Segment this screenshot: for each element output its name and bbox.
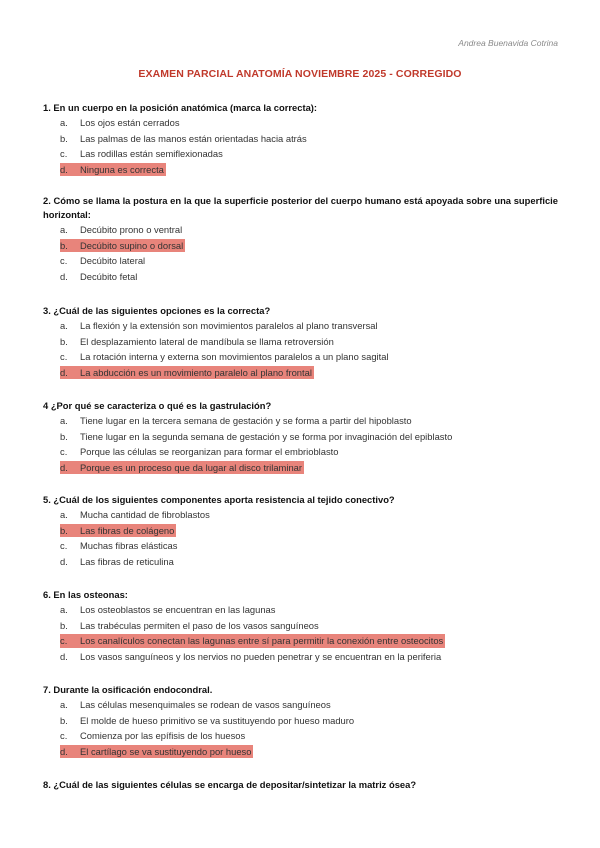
question-text: 4 ¿Por qué se caracteriza o qué es la gastrulación?	[43, 400, 272, 411]
question-8	[43, 778, 558, 792]
option-text: Decúbito fetal	[80, 270, 138, 282]
option-text: Los osteoblastos se encuentran en las lagunas	[80, 604, 276, 615]
option-correct	[60, 238, 558, 254]
option-text: Las fibras de colágeno	[80, 524, 175, 536]
option-letter: b.	[60, 335, 68, 347]
option	[60, 554, 558, 570]
option	[60, 269, 558, 285]
option	[60, 253, 558, 269]
option-letter: b.	[60, 239, 68, 251]
option-letter: d.	[60, 461, 68, 473]
option-text: Muchas fibras elásticas	[80, 540, 178, 552]
option	[60, 618, 558, 634]
question-text: 2. Cómo se llama la postura en la que la superficie posterior del cuerpo humano está apoyada sobre una superficie horizontal:	[43, 195, 558, 220]
option-text: Los vasos sanguíneos y los nervios no pueden penetrar y se encuentran en la periferia	[80, 650, 442, 662]
option	[60, 602, 558, 618]
option-letter: b.	[60, 714, 68, 726]
option-letter: c.	[60, 635, 68, 647]
option	[60, 318, 558, 334]
option-text: Tiene lugar en la segunda semana de gestación y se forma por invaginación del epiblasto	[80, 430, 453, 442]
option	[60, 349, 558, 365]
option-text: Porque las células se reorganizan para formar el embrioblasto	[80, 446, 339, 458]
question-4	[43, 399, 558, 475]
option	[60, 649, 558, 665]
option-letter: b.	[60, 524, 68, 536]
page-title: EXAMEN PARCIAL ANATOMÍA NOVIEMBRE 2025 - CORREGIDO	[138, 68, 462, 80]
option-correct	[60, 523, 558, 539]
option-text: El desplazamiento lateral de mandíbula se llama retroversión	[80, 335, 334, 347]
option	[60, 728, 558, 744]
option-letter: b.	[60, 430, 68, 442]
option-letter: d.	[60, 163, 68, 175]
option-text: Comienza por las epífisis de los huesos	[80, 730, 246, 742]
question-text: 3. ¿Cuál de las siguientes opciones es la correcta?	[43, 305, 271, 316]
option-text: Las palmas de las manos están orientadas hacia atrás	[80, 132, 307, 144]
option-text: Las células mesenquimales se rodean de vasos sanguíneos	[80, 699, 331, 710]
option	[60, 444, 558, 460]
option-letter: b.	[60, 619, 68, 631]
option	[60, 413, 558, 429]
option-text: Las fibras de reticulina	[80, 555, 174, 567]
option-letter: b.	[60, 132, 68, 144]
question-text: 7. Durante la osificación endocondral.	[43, 684, 213, 695]
option	[60, 222, 558, 238]
question-5	[43, 493, 558, 569]
question-text: 1. En un cuerpo en la posición anatómica (marca la correcta):	[43, 102, 318, 113]
option-text: Los ojos están cerrados	[80, 117, 180, 128]
option-text: Los canalículos conectan las lagunas entre sí para permitir la conexión entre osteocitos	[80, 635, 444, 647]
option-correct	[60, 460, 558, 476]
question-2	[43, 194, 558, 284]
option-text: El cartílago se va sustituyendo por hueso	[80, 745, 252, 757]
option-letter: a.	[60, 117, 68, 128]
option-text: Mucha cantidad de fibroblastos	[80, 509, 210, 520]
option-letter: d.	[60, 745, 68, 757]
author-name: Andrea Buenavida Cotrina	[458, 38, 558, 48]
option-letter: c.	[60, 255, 68, 267]
option-letter: c.	[60, 730, 68, 742]
question-3	[43, 304, 558, 380]
option-text: Tiene lugar en la tercera semana de gestación y se forma a partir del hipoblasto	[80, 415, 412, 426]
question-1	[43, 101, 558, 177]
question-text: 6. En las osteonas:	[43, 589, 128, 600]
option-letter: a.	[60, 509, 68, 520]
option-letter: c.	[60, 540, 68, 552]
option-letter: c.	[60, 148, 68, 160]
option	[60, 334, 558, 350]
option	[60, 713, 558, 729]
option	[60, 538, 558, 554]
option	[60, 507, 558, 523]
option-letter: d.	[60, 650, 68, 662]
option-correct	[60, 744, 558, 760]
option-letter: a.	[60, 604, 68, 615]
option-text: Decúbito prono o ventral	[80, 224, 183, 235]
option-text: Las rodillas están semiflexionadas	[80, 148, 223, 160]
option-correct	[60, 633, 558, 649]
option-text: El molde de hueso primitivo se va sustituyendo por hueso maduro	[80, 714, 355, 726]
option	[60, 131, 558, 147]
option-text: Ninguna es correcta	[80, 163, 164, 175]
option-correct	[60, 365, 558, 381]
option-letter: a.	[60, 224, 68, 235]
option-letter: d.	[60, 366, 68, 378]
option-correct	[60, 162, 558, 178]
option-letter: a.	[60, 699, 68, 710]
option-text: Decúbito supino o dorsal	[80, 239, 184, 251]
option	[60, 115, 558, 131]
option-text: La rotación interna y externa son movimientos paralelos a un plano sagital	[80, 351, 389, 363]
option-text: Porque es un proceso que da lugar al disco trilaminar	[80, 461, 303, 473]
option	[60, 697, 558, 713]
option-letter: a.	[60, 320, 68, 331]
question-text: 5. ¿Cuál de los siguientes componentes aporta resistencia al tejido conectivo?	[43, 494, 395, 505]
option-text: La abducción es un movimiento paralelo al plano frontal	[80, 366, 312, 378]
option	[60, 429, 558, 445]
option-letter: d.	[60, 555, 68, 567]
option-letter: a.	[60, 415, 68, 426]
question-7	[43, 683, 558, 759]
question-6	[43, 588, 558, 664]
question-text: 8. ¿Cuál de las siguientes células se encarga de depositar/sintetizar la matriz ósea?	[43, 779, 417, 790]
option	[60, 146, 558, 162]
option-text: Las trabéculas permiten el paso de los vasos sanguíneos	[80, 619, 319, 631]
option-letter: c.	[60, 351, 68, 363]
option-text: Decúbito lateral	[80, 255, 146, 267]
option-letter: c.	[60, 446, 68, 458]
option-letter: d.	[60, 270, 68, 282]
option-text: La flexión y la extensión son movimientos paralelos al plano transversal	[80, 320, 378, 331]
